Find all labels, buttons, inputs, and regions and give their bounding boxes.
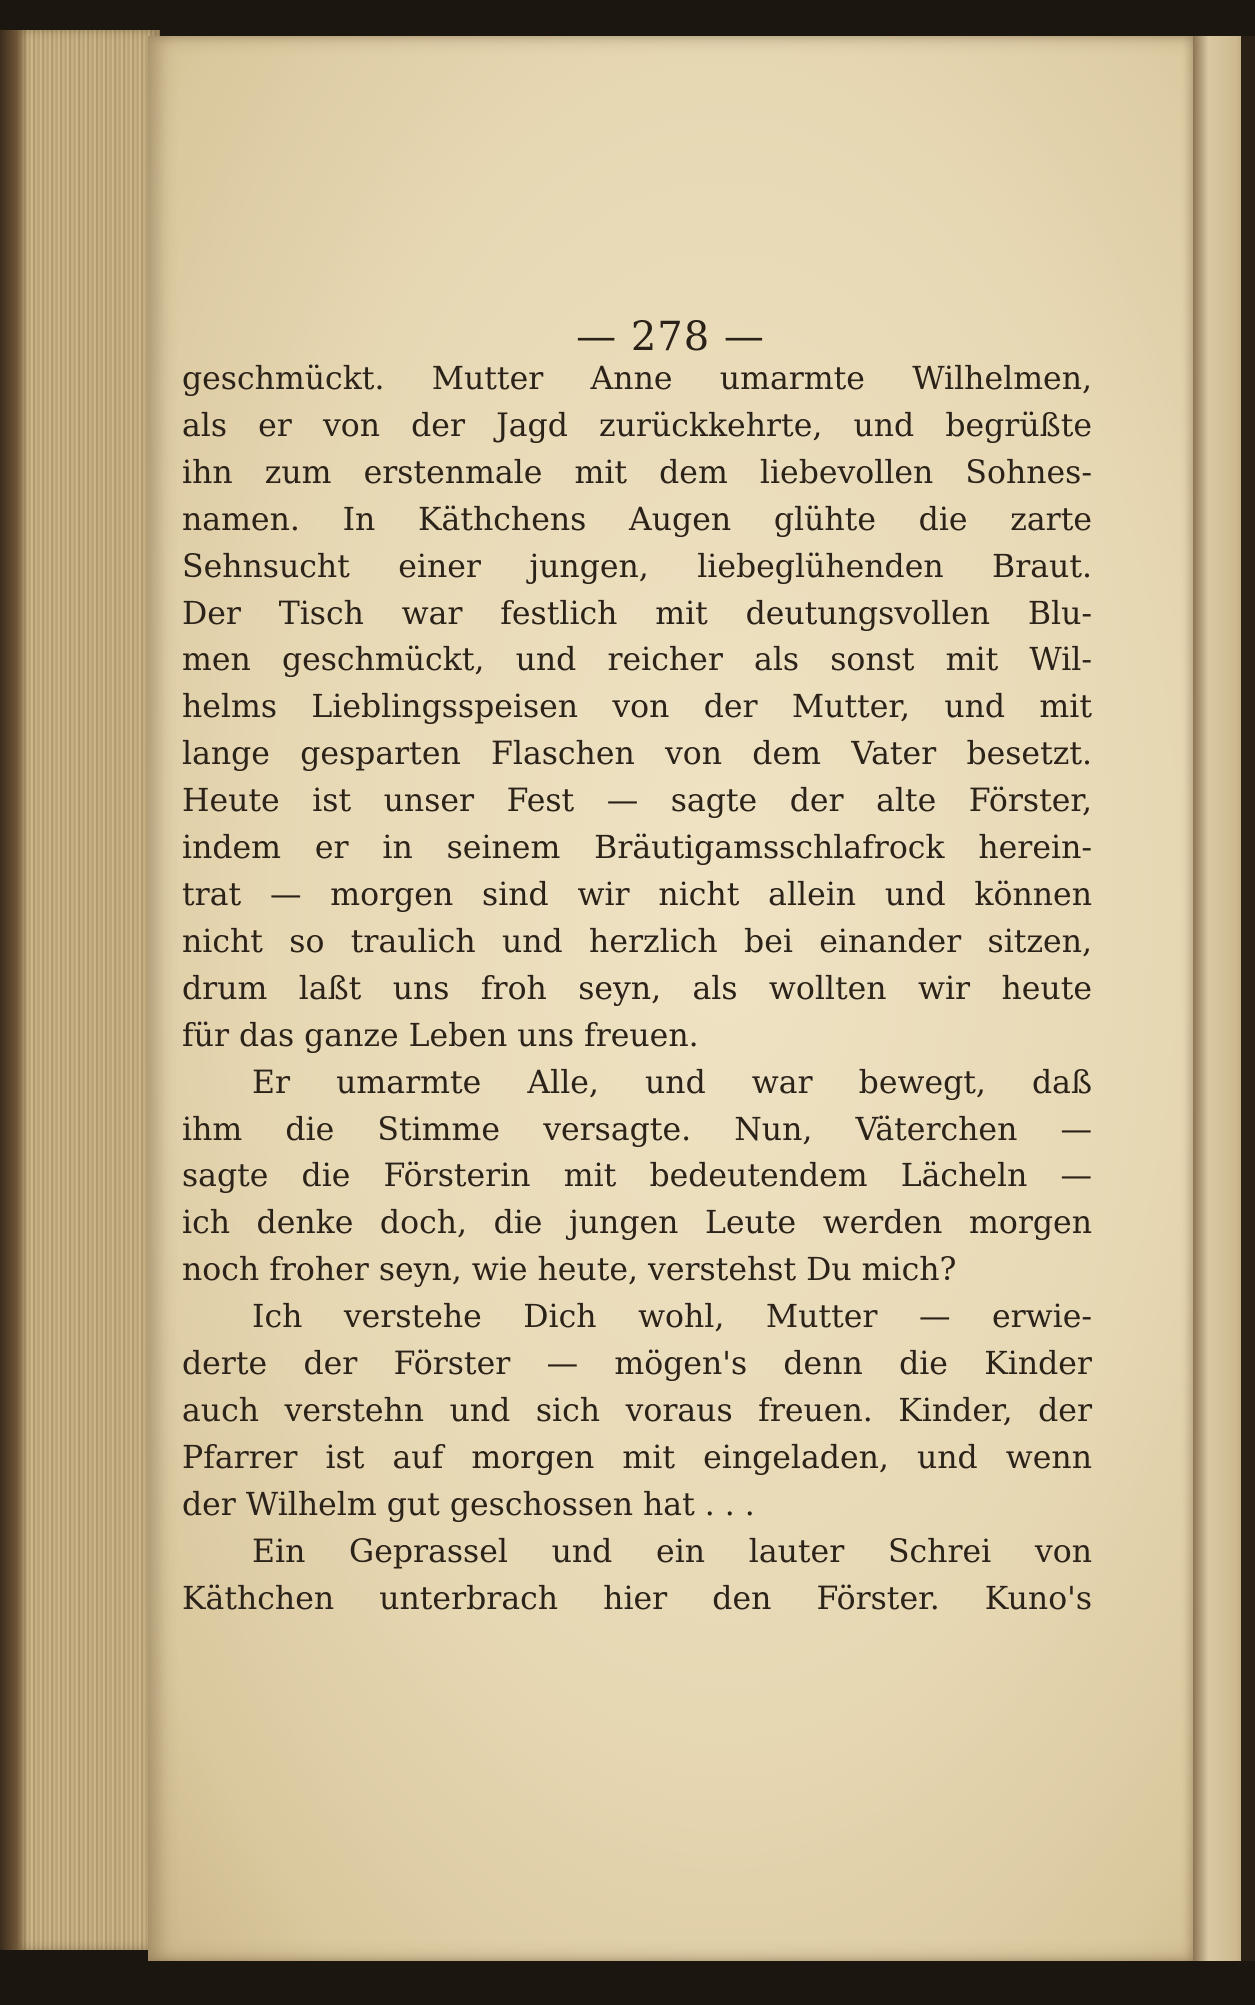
text-line: derte der Förster — mögen's denn die Kinder bbox=[182, 1346, 1092, 1383]
text-line: der Wilhelm gut geschossen hat . . . bbox=[182, 1486, 755, 1523]
text-line: Käthchen unterbrach hier den Förster. Kuno's bbox=[182, 1580, 1092, 1617]
page-number: — 278 — bbox=[576, 314, 765, 360]
page-body-text bbox=[182, 356, 1092, 1622]
text-line: Sehnsucht einer jungen, liebeglühenden Braut. bbox=[182, 548, 1092, 585]
text-line: noch froher seyn, wie heute, verstehst Du mich? bbox=[182, 1252, 957, 1289]
text-line: für das ganze Leben uns freuen. bbox=[182, 1017, 699, 1054]
text-line: Er umarmte Alle, und war bewegt, daß bbox=[252, 1064, 1092, 1101]
text-line: Pfarrer ist auf morgen mit eingeladen, und wenn bbox=[182, 1439, 1092, 1476]
text-line: indem er in seinem Bräutigamsschlafrock herein- bbox=[182, 830, 1092, 867]
text-line: ihm die Stimme versagte. Nun, Väterchen — bbox=[182, 1111, 1092, 1148]
text-line: als er von der Jagd zurückkehrte, und begrüßte bbox=[182, 407, 1092, 444]
text-line: lange gesparten Flaschen von dem Vater besetzt. bbox=[182, 736, 1092, 773]
text-line: men geschmückt, und reicher als sonst mit Wil- bbox=[182, 642, 1092, 679]
text-line: drum laßt uns froh seyn, als wollten wir heute bbox=[182, 970, 1092, 1007]
text-line: namen. In Käthchens Augen glühte die zarte bbox=[182, 501, 1092, 538]
text-line: Heute ist unser Fest — sagte der alte Förster, bbox=[182, 783, 1092, 820]
text-line: geschmückt. Mutter Anne umarmte Wilhelmen, bbox=[182, 361, 1092, 397]
text-line: nicht so traulich und herzlich bei einander sitzen, bbox=[182, 923, 1092, 960]
text-line: trat — morgen sind wir nicht allein und können bbox=[182, 876, 1092, 913]
text-line: Ein Geprassel und ein lauter Schrei von bbox=[252, 1533, 1092, 1570]
text-line: auch verstehn und sich voraus freuen. Kinder, der bbox=[182, 1392, 1092, 1429]
text-line: sagte die Försterin mit bedeutendem Lächeln — bbox=[182, 1158, 1092, 1195]
book-spine-edge bbox=[1193, 36, 1255, 1961]
text-line: helms Lieblingsspeisen von der Mutter, und mit bbox=[182, 689, 1092, 726]
page-stack-edge bbox=[0, 30, 160, 1950]
text-line: Ich verstehe Dich wohl, Mutter — erwie- bbox=[252, 1299, 1092, 1336]
text-line: Der Tisch war festlich mit deutungsvollen Blu- bbox=[182, 595, 1092, 632]
text-line: ihn zum erstenmale mit dem liebevollen Sohnes- bbox=[182, 454, 1092, 491]
text-line: ich denke doch, die jungen Leute werden morgen bbox=[182, 1205, 1092, 1242]
